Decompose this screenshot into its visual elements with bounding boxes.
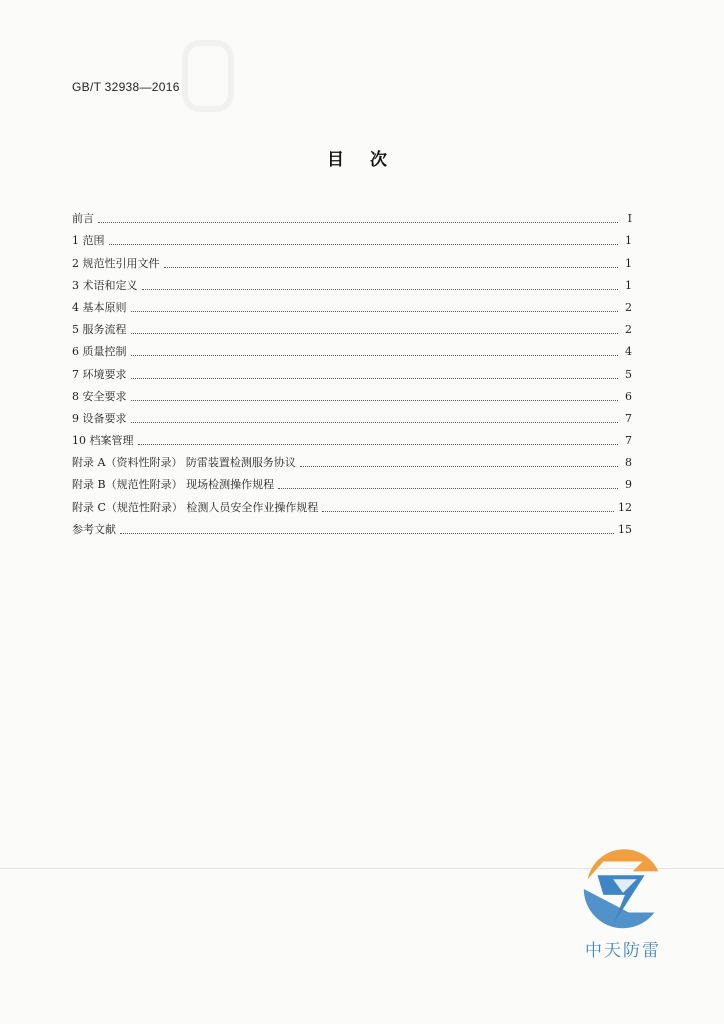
toc-title: 目 次 bbox=[327, 150, 397, 170]
toc-entry[interactable] bbox=[72, 293, 632, 315]
toc-leader-dots bbox=[131, 355, 619, 356]
toc-entry-label: 8 安全要求 bbox=[72, 389, 127, 403]
toc-entry-page: 6 bbox=[625, 389, 632, 403]
toc-entry[interactable] bbox=[72, 515, 632, 537]
toc-entry[interactable] bbox=[72, 337, 632, 359]
toc-entry-label: 10 档案管理 bbox=[72, 434, 134, 448]
toc-entry-label: 附录 C（规范性附录） 检测人员安全作业操作规程 bbox=[72, 500, 319, 514]
toc-entry-page: 7 bbox=[625, 434, 632, 448]
toc-entry-label: 前言 bbox=[72, 212, 94, 226]
toc-entry[interactable] bbox=[72, 226, 632, 248]
table-of-contents bbox=[72, 204, 632, 537]
toc-leader-dots bbox=[278, 488, 618, 489]
toc-leader-dots bbox=[322, 511, 614, 512]
toc-leader-dots bbox=[131, 400, 619, 401]
toc-entry-page: 1 bbox=[625, 234, 632, 248]
toc-entry-page: 4 bbox=[625, 345, 632, 359]
brand-name: 中天防雷 bbox=[585, 941, 661, 961]
toc-entry-label: 5 服务流程 bbox=[72, 323, 127, 337]
toc-entry-page: 2 bbox=[625, 300, 632, 314]
toc-entry[interactable] bbox=[72, 382, 632, 404]
toc-entry-page: 9 bbox=[625, 478, 632, 492]
toc-entry-label: 7 环境要求 bbox=[72, 367, 127, 381]
toc-entry[interactable] bbox=[72, 271, 632, 293]
toc-leader-dots bbox=[300, 466, 618, 467]
toc-leader-dots bbox=[142, 289, 619, 290]
toc-entry-page: 7 bbox=[625, 411, 632, 425]
toc-entry-label: 2 规范性引用文件 bbox=[72, 256, 160, 270]
logo-blue-arc bbox=[584, 889, 655, 928]
toc-entry[interactable] bbox=[72, 448, 632, 470]
toc-entry-label: 6 质量控制 bbox=[72, 345, 127, 359]
toc-entry[interactable] bbox=[72, 359, 632, 381]
bleed-through-logo bbox=[182, 40, 234, 112]
toc-entry[interactable] bbox=[72, 470, 632, 492]
toc-leader-dots bbox=[131, 311, 619, 312]
toc-entry-page: 8 bbox=[625, 456, 632, 470]
toc-entry[interactable] bbox=[72, 204, 632, 226]
toc-entry-label: 附录 B（规范性附录） 现场检测操作规程 bbox=[72, 478, 275, 492]
brand-logo bbox=[568, 840, 678, 970]
toc-leader-dots bbox=[131, 378, 619, 379]
toc-entry[interactable] bbox=[72, 404, 632, 426]
toc-entry[interactable] bbox=[72, 426, 632, 448]
toc-leader-dots bbox=[109, 244, 619, 245]
toc-entry[interactable] bbox=[72, 315, 632, 337]
logo-orange-arc bbox=[588, 849, 659, 879]
toc-entry-label: 4 基本原则 bbox=[72, 300, 127, 314]
toc-entry-label: 附录 A（资料性附录） 防雷装置检测服务协议 bbox=[72, 456, 296, 470]
toc-entry-page: Ⅰ bbox=[627, 212, 632, 226]
toc-entry-label: 3 术语和定义 bbox=[72, 278, 138, 292]
toc-entry-label: 9 设备要求 bbox=[72, 411, 127, 425]
toc-entry-page: 1 bbox=[625, 278, 632, 292]
toc-leader-dots bbox=[164, 267, 619, 268]
toc-entry[interactable] bbox=[72, 492, 632, 514]
toc-leader-dots bbox=[120, 533, 614, 534]
toc-entry-label: 1 范围 bbox=[72, 234, 105, 248]
lightning-logo-icon bbox=[574, 840, 672, 938]
toc-entry-page: 5 bbox=[625, 367, 632, 381]
toc-entry-page: 2 bbox=[625, 323, 632, 337]
toc-entry[interactable] bbox=[72, 248, 632, 270]
toc-leader-dots bbox=[138, 444, 619, 445]
toc-entry-page: 12 bbox=[618, 500, 632, 514]
toc-leader-dots bbox=[131, 333, 619, 334]
toc-leader-dots bbox=[131, 422, 619, 423]
standard-number: GB/T 32938—2016 bbox=[72, 80, 180, 94]
toc-leader-dots bbox=[98, 222, 618, 223]
toc-entry-page: 15 bbox=[618, 522, 632, 536]
toc-entry-label: 参考文献 bbox=[72, 522, 116, 536]
toc-entry-page: 1 bbox=[625, 256, 632, 270]
